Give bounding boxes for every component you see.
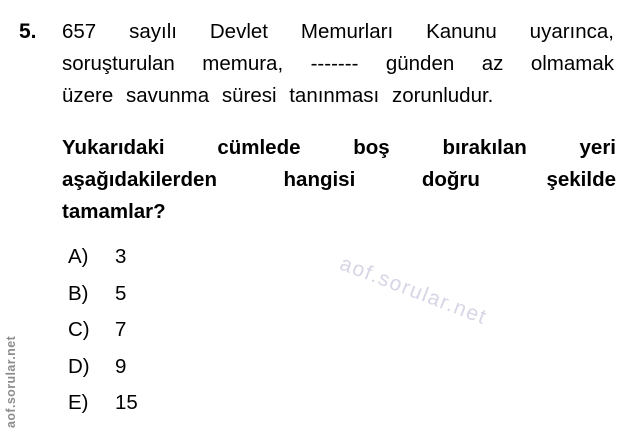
option-a-label: A) <box>68 245 89 268</box>
question-prompt-line-1: Yukarıdaki cümlede boş bırakılan yeri <box>62 136 616 159</box>
watermark-diagonal: aof.sorular.net <box>336 252 491 330</box>
option-d-label: D) <box>68 354 90 378</box>
option-c-value: 7 <box>115 318 127 341</box>
option-b-value: 5 <box>115 281 127 305</box>
option-c-label: C) <box>68 318 90 341</box>
option-b[interactable] <box>68 282 138 306</box>
question-prompt-line-2: aşağıdakilerden hangisi doğru şekilde <box>62 168 616 191</box>
option-d-value: 9 <box>115 354 127 378</box>
question-body <box>62 16 614 112</box>
options-list <box>68 245 138 428</box>
option-b-label: B) <box>68 281 89 305</box>
option-e-value: 15 <box>115 391 138 414</box>
watermark-vertical-left: aof.sorular.net <box>4 335 18 428</box>
question-body-line-1: 657 sayılı Devlet Memurları Kanunu uyarınca, <box>62 20 614 43</box>
question-prompt-line-3: tamamlar? <box>62 200 166 223</box>
option-a-value: 3 <box>115 245 127 268</box>
option-e[interactable] <box>68 391 138 415</box>
option-d[interactable] <box>68 355 138 379</box>
question-body-line-2: soruşturulan memura, ------- günden az olmamak <box>62 52 614 75</box>
question-number: 5. <box>19 20 37 43</box>
option-e-label: E) <box>68 391 89 414</box>
option-a[interactable] <box>68 245 138 269</box>
question-prompt <box>62 132 616 228</box>
question-body-line-3: üzere savunma süresi tanınması zorunludur. <box>62 84 494 107</box>
option-c[interactable] <box>68 318 138 342</box>
